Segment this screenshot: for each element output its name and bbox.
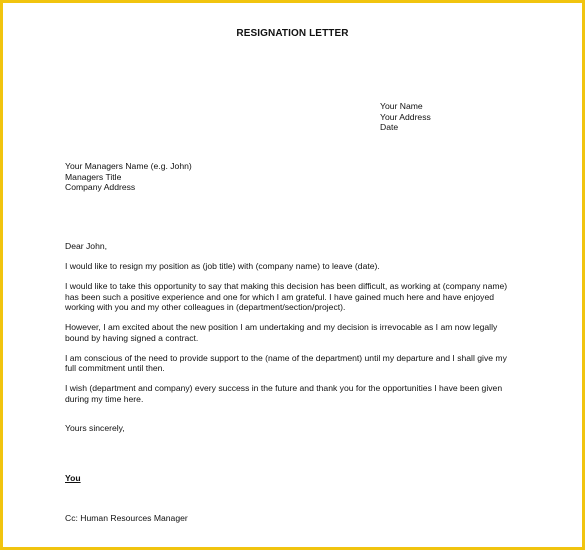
paragraph-line: working with you and my other colleagues in (department/section/project). <box>65 302 346 312</box>
paragraph-line: during my time here. <box>65 393 144 404</box>
recipient-block <box>65 161 192 193</box>
paragraph-4 <box>65 353 525 374</box>
sender-date: Date <box>380 122 399 132</box>
letter-title: RESIGNATION LETTER <box>236 28 349 39</box>
signer-name: You <box>65 473 81 483</box>
recipient-name: Your Managers Name (e.g. John) <box>65 161 192 171</box>
paragraph-line: I am conscious of the need to provide support to the (name of the department) until my departure and I shall give my <box>65 352 507 363</box>
paragraph-line: bound by having signed a contract. <box>65 332 199 343</box>
sender-block <box>380 101 431 133</box>
paragraph-line: I wish (department and company) every success in the future and thank you for the opportunities I have been given <box>65 383 503 393</box>
paragraph-3 <box>65 322 525 343</box>
cc-line: Cc: Human Resources Manager <box>65 513 188 523</box>
paragraph-line: full commitment until then. <box>65 363 165 373</box>
paragraph-1 <box>65 261 525 272</box>
recipient-address: Company Address <box>65 182 136 192</box>
salutation-text: Dear John, <box>65 241 108 251</box>
document-page <box>3 3 582 547</box>
paragraph-line: However, I am excited about the new position I am undertaking and my decision is irrevocable as I am now legally <box>65 322 498 332</box>
paragraph-2 <box>65 281 525 313</box>
paragraph-line: I would like to take this opportunity to say that making this decision has been difficult, as working at (company name) <box>65 281 508 291</box>
recipient-title: Managers Title <box>65 171 122 182</box>
sender-name: Your Name <box>380 101 423 111</box>
paragraph-line: I would like to resign my position as (job title) with (company name) to leave (date). <box>65 261 380 271</box>
sender-address: Your Address <box>380 111 431 122</box>
salutation <box>65 241 525 252</box>
paragraph-5 <box>65 383 525 404</box>
signoff: Yours sincerely, <box>65 423 125 433</box>
letter-body <box>65 241 525 414</box>
paragraph-line: has been such a positive experience and one for which I am grateful. I have gained much here and have enjoyed <box>65 291 495 302</box>
